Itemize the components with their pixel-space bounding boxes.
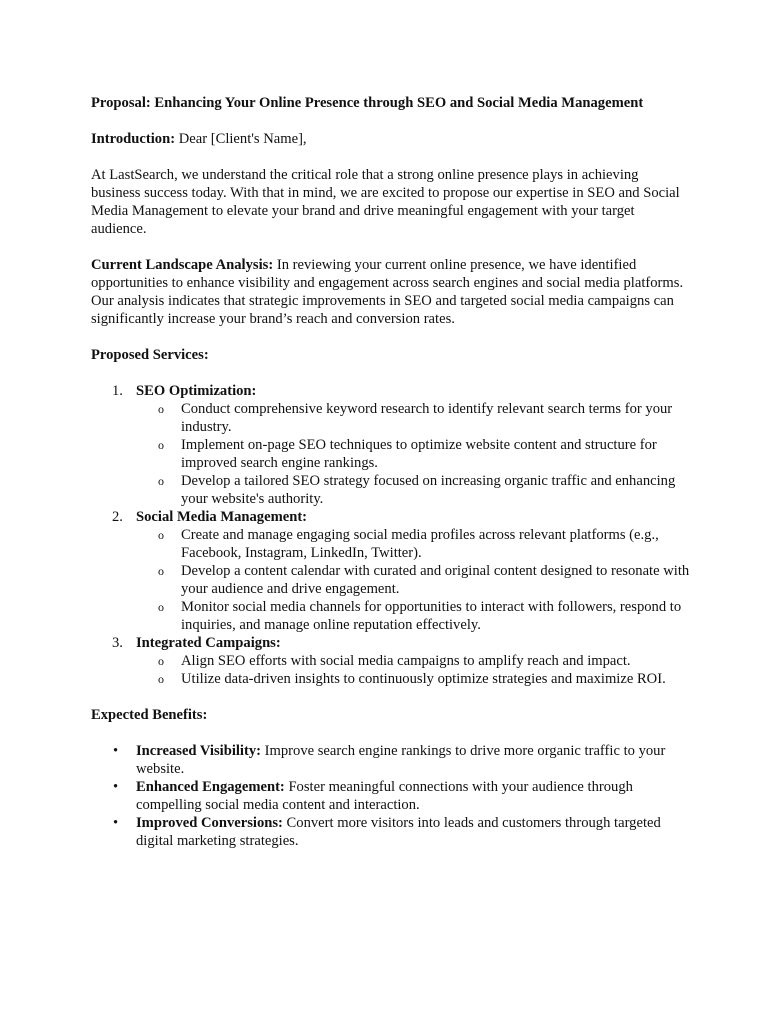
service-bullets bbox=[136, 400, 691, 508]
benefit-label: Improved Conversions: bbox=[136, 815, 283, 831]
benefit-label: Enhanced Engagement: bbox=[136, 779, 285, 795]
bullet-dot-icon: • bbox=[113, 815, 119, 831]
service-item bbox=[91, 508, 691, 634]
service-bullet-text: Develop a content calendar with curated and original content designed to resonate with your audience and drive engagement. bbox=[181, 563, 690, 597]
circle-bullet-icon: o bbox=[158, 528, 164, 542]
introduction-text: Dear [Client's Name], bbox=[175, 131, 307, 147]
bullet-dot-icon: • bbox=[113, 743, 119, 759]
benefits-list bbox=[91, 742, 691, 850]
benefit-label: Increased Visibility: bbox=[136, 743, 262, 759]
service-number: 2. bbox=[112, 509, 123, 525]
service-number: 1. bbox=[112, 383, 123, 399]
service-bullet bbox=[136, 400, 691, 436]
service-item bbox=[91, 634, 691, 688]
service-title: Social Media Management: bbox=[136, 509, 308, 525]
introduction-line bbox=[91, 130, 691, 148]
landscape-text: In reviewing your current online presence, we have identified opportunities to enhance visibility and engagement across search engines and social media platforms. Our analysis indicates that strategic improvements in SEO and targeted social media campaigns can significantly increase your brand’s reach and conversion rates. bbox=[91, 257, 684, 327]
services-list bbox=[91, 382, 691, 688]
circle-bullet-icon: o bbox=[158, 438, 164, 452]
circle-bullet-icon: o bbox=[158, 600, 164, 614]
document-page bbox=[91, 94, 691, 850]
service-item bbox=[91, 382, 691, 508]
service-bullet bbox=[136, 526, 691, 562]
landscape-label: Current Landscape Analysis: bbox=[91, 257, 274, 273]
benefits-heading: Expected Benefits: bbox=[91, 707, 208, 723]
benefit-item bbox=[91, 814, 691, 850]
circle-bullet-icon: o bbox=[158, 654, 164, 668]
service-bullet-text: Create and manage engaging social media profiles across relevant platforms (e.g., Facebook, Instagram, LinkedIn, Twitter). bbox=[181, 527, 659, 561]
service-bullet-text: Monitor social media channels for opportunities to interact with followers, respond to inquiries, and manage online reputation effectively. bbox=[181, 599, 682, 633]
service-bullet bbox=[136, 562, 691, 598]
intro-paragraph: At LastSearch, we understand the critical role that a strong online presence plays in achieving business success today. With that in mind, we are excited to propose our expertise in SEO and Social Media Management to elevate your brand and drive meaningful engagement with your target audience. bbox=[91, 167, 680, 237]
service-bullet bbox=[136, 652, 691, 670]
circle-bullet-icon: o bbox=[158, 402, 164, 416]
service-bullet bbox=[136, 436, 691, 472]
service-bullet bbox=[136, 598, 691, 634]
service-bullet-text: Utilize data-driven insights to continuously optimize strategies and maximize ROI. bbox=[181, 671, 666, 687]
landscape-paragraph bbox=[91, 256, 691, 328]
benefit-text: Improve search engine rankings to drive more organic traffic to your website. bbox=[136, 743, 666, 777]
service-bullet-text: Develop a tailored SEO strategy focused on increasing organic traffic and enhancing your website's authority. bbox=[181, 473, 676, 507]
service-title: Integrated Campaigns: bbox=[136, 635, 281, 651]
service-bullets bbox=[136, 526, 691, 634]
proposal-title: Proposal: Enhancing Your Online Presence through SEO and Social Media Management bbox=[91, 95, 644, 111]
service-bullets bbox=[136, 652, 691, 688]
benefit-item bbox=[91, 742, 691, 778]
benefit-text: Convert more visitors into leads and customers through targeted digital marketing strategies. bbox=[136, 815, 661, 849]
introduction-label: Introduction: bbox=[91, 131, 176, 147]
service-number: 3. bbox=[112, 635, 123, 651]
service-bullet bbox=[136, 670, 691, 688]
service-title: SEO Optimization: bbox=[136, 383, 257, 399]
services-heading: Proposed Services: bbox=[91, 347, 209, 363]
benefit-text: Foster meaningful connections with your audience through compelling social media content and interaction. bbox=[136, 779, 633, 813]
service-bullet-text: Align SEO efforts with social media campaigns to amplify reach and impact. bbox=[181, 653, 631, 669]
circle-bullet-icon: o bbox=[158, 474, 164, 488]
service-bullet bbox=[136, 472, 691, 508]
circle-bullet-icon: o bbox=[158, 672, 164, 686]
service-bullet-text: Conduct comprehensive keyword research to identify relevant search terms for your industry. bbox=[181, 401, 673, 435]
service-bullet-text: Implement on-page SEO techniques to optimize website content and structure for improved search engine rankings. bbox=[181, 437, 657, 471]
benefit-item bbox=[91, 778, 691, 814]
bullet-dot-icon: • bbox=[113, 779, 119, 795]
circle-bullet-icon: o bbox=[158, 564, 164, 578]
